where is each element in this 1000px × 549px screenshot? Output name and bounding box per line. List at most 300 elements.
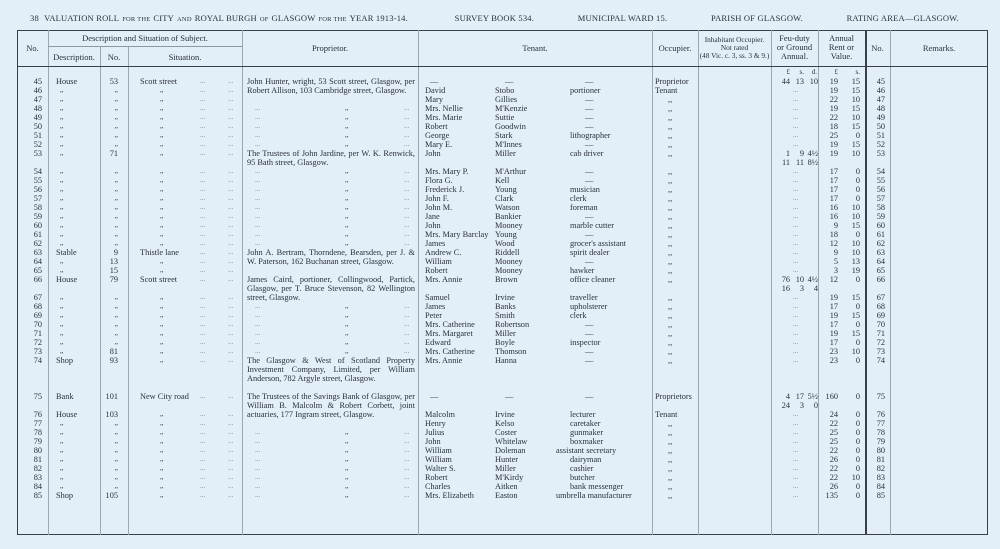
tenant-first-name: Mrs. Catherine — [425, 347, 475, 356]
table-row — [0, 311, 1000, 320]
leader-dots: ... — [255, 311, 261, 319]
tenant-surname: M'Innes — [495, 140, 522, 149]
tenant-occupation: umbrella manufacturer — [556, 491, 632, 500]
situation: ,, — [160, 455, 164, 463]
rent-shillings: 0 — [855, 410, 860, 419]
occupier: ,, — [668, 122, 673, 131]
row-number: 64 — [33, 257, 42, 266]
situation: ,, — [160, 167, 164, 175]
street-number: ,, — [114, 203, 118, 211]
proprietor-ditto: ,, — [345, 482, 349, 490]
street-number: ,, — [114, 167, 118, 175]
description: ,, — [60, 302, 64, 310]
description: ,, — [60, 86, 64, 94]
situation: New City road — [140, 392, 189, 401]
tenant-first-name: Mary — [425, 95, 443, 104]
leader-dots: ... — [228, 131, 234, 139]
leader-dots: ... — [793, 419, 799, 427]
leader-dots: ... — [200, 338, 206, 346]
tenant-surname: Irvine — [495, 410, 515, 419]
situation: ,, — [160, 302, 164, 310]
row-number-right: 60 — [876, 221, 885, 230]
leader-dots: ... — [793, 131, 799, 139]
tenant-surname: Brown — [495, 275, 518, 284]
occupier: ,, — [668, 275, 673, 284]
leader-dots: ... — [200, 293, 206, 301]
tenant-first-name: James — [425, 239, 446, 248]
leader-dots: ... — [255, 176, 261, 184]
leader-dots: ... — [793, 356, 799, 364]
rent-pounds: 26 — [829, 482, 838, 491]
rent-shillings: 13 — [851, 257, 860, 266]
leader-dots: ... — [793, 185, 799, 193]
description: ,, — [60, 464, 64, 472]
description: ,, — [60, 446, 64, 454]
occupier: ,, — [668, 257, 673, 266]
tenant-first-name: Mrs. Nellie — [425, 104, 463, 113]
rent-shillings: 10 — [851, 347, 860, 356]
rent-pounds: 19 — [829, 149, 838, 158]
rent-shillings: 0 — [855, 428, 860, 437]
street-number: 9 — [113, 248, 118, 257]
occupier: Tenant — [655, 410, 678, 419]
description: ,, — [60, 320, 64, 328]
occupier: ,, — [668, 149, 673, 158]
rent-pounds: 5 — [833, 257, 838, 266]
situation: Thistle lane — [140, 248, 179, 257]
leader-dots: ... — [793, 491, 799, 499]
tenant-surname: Easton — [495, 491, 518, 500]
street-number: 71 — [109, 149, 118, 158]
description: House — [56, 275, 78, 284]
table-row — [0, 239, 1000, 248]
proprietor-ditto: ,, — [345, 311, 349, 319]
proprietor-ditto: ,, — [345, 347, 349, 355]
tenant-surname: Goodwin — [495, 122, 526, 131]
description: House — [56, 410, 78, 419]
proprietor-ditto: ,, — [345, 167, 349, 175]
street-number: ,, — [114, 311, 118, 319]
description: ,, — [60, 437, 64, 445]
rent-shillings: 15 — [851, 122, 860, 131]
rent-shillings: 10 — [851, 113, 860, 122]
row-number: 84 — [33, 482, 42, 491]
tenant-occupation: musician — [570, 185, 600, 194]
proprietor-ditto: ,, — [345, 302, 349, 310]
row-number: 67 — [33, 293, 42, 302]
leader-dots: ... — [228, 338, 234, 346]
leader-dots: ... — [228, 410, 234, 418]
row-number-right: 59 — [876, 212, 885, 221]
situation: ,, — [160, 176, 164, 184]
leader-dots: ... — [255, 455, 261, 463]
tenant-first-name: — — [430, 77, 439, 86]
leader-dots: ... — [793, 86, 799, 94]
feu-pence: 4 — [813, 284, 818, 293]
table-row — [0, 302, 1000, 311]
tenant-occupation: cab driver — [570, 149, 604, 158]
leader-dots: ... — [228, 95, 234, 103]
rent-shillings: 0 — [855, 131, 860, 140]
tenant-first-name: Mrs. Mary P. — [425, 167, 469, 176]
roll-title: 38 VALUATION ROLL FOR THE CITY AND ROYAL BURGH OF GLASGOW FOR THE YEAR 1913-14. — [30, 13, 408, 23]
feu-pence: 10 — [809, 77, 818, 86]
rent-shillings: 0 — [855, 338, 860, 347]
tenant-occupation: — — [585, 77, 594, 86]
table-row — [0, 95, 1000, 104]
rent-pounds: 19 — [829, 311, 838, 320]
rent-shillings: 10 — [851, 95, 860, 104]
leader-dots: ... — [793, 428, 799, 436]
street-number: ,, — [114, 140, 118, 148]
table-row — [0, 230, 1000, 239]
leader-dots: ... — [200, 86, 206, 94]
tenant-occupation: — — [585, 122, 594, 131]
description: ,, — [60, 185, 64, 193]
tenant-first-name: Jane — [425, 212, 440, 221]
occupier: Proprietor — [655, 77, 689, 86]
street-number: ,, — [114, 482, 118, 490]
row-number: 51 — [33, 131, 42, 140]
proprietor-ditto: ,, — [345, 428, 349, 436]
table-row — [0, 338, 1000, 347]
occupier: ,, — [668, 482, 673, 491]
rent-pounds: 12 — [829, 275, 838, 284]
leader-dots: ... — [255, 230, 261, 238]
proprietor-ditto: ,, — [345, 455, 349, 463]
description: ,, — [60, 113, 64, 121]
leader-dots: ... — [404, 113, 410, 121]
leader-dots: ... — [404, 131, 410, 139]
rent-pounds: 17 — [829, 194, 838, 203]
leader-dots: ... — [200, 221, 206, 229]
feu-pence: 4½ — [807, 275, 818, 284]
leader-dots: ... — [404, 212, 410, 220]
leader-dots: ... — [228, 311, 234, 319]
row-number-right: 57 — [876, 194, 885, 203]
leader-dots: ... — [255, 464, 261, 472]
leader-dots: ... — [255, 221, 261, 229]
tenant-occupation: hawker — [570, 266, 595, 275]
row-number-right: 72 — [876, 338, 885, 347]
tenant-surname: Mooney — [495, 221, 523, 230]
tenant-first-name: Mrs. Mary Barclay — [425, 230, 489, 239]
occupier: ,, — [668, 293, 673, 302]
feu-shillings: 9 — [799, 149, 804, 158]
situation: ,, — [160, 338, 164, 346]
leader-dots: ... — [793, 302, 799, 310]
tenant-surname: Bankier — [495, 212, 522, 221]
table-row — [0, 419, 1000, 428]
description: ,, — [60, 122, 64, 130]
leader-dots: ... — [793, 455, 799, 463]
description: ,, — [60, 419, 64, 427]
occupier: ,, — [668, 446, 673, 455]
situation: ,, — [160, 230, 164, 238]
leader-dots: ... — [793, 176, 799, 184]
street-number: ,, — [114, 329, 118, 337]
rent-shillings: 0 — [855, 482, 860, 491]
rent-shillings: 0 — [855, 176, 860, 185]
leader-dots: ... — [228, 212, 234, 220]
leader-dots: ... — [200, 185, 206, 193]
description: ,, — [60, 104, 64, 112]
street-number: 81 — [109, 347, 118, 356]
description: ,, — [60, 176, 64, 184]
leader-dots: ... — [255, 302, 261, 310]
description: ,, — [60, 257, 64, 265]
tenant-surname: Banks — [495, 302, 516, 311]
parish: PARISH OF GLASGOW. — [710, 13, 803, 23]
leader-dots: ... — [200, 104, 206, 112]
tenant-surname: M'Arthur — [495, 167, 526, 176]
leader-dots: ... — [200, 392, 206, 400]
rent-shillings: 15 — [851, 104, 860, 113]
leader-dots: ... — [200, 239, 206, 247]
leader-dots: ... — [228, 473, 234, 481]
street-number: 15 — [109, 266, 118, 275]
feu-duty-line — [0, 401, 1000, 410]
table-row — [0, 104, 1000, 113]
tenant-first-name: Mrs. Catherine — [425, 320, 475, 329]
street-number: ,, — [114, 122, 118, 130]
street-number: ,, — [114, 185, 118, 193]
rent-shillings: 0 — [855, 302, 860, 311]
rating-area: RATING AREA—GLASGOW. — [846, 13, 959, 23]
rent-shillings: 10 — [851, 149, 860, 158]
occupier: ,, — [668, 437, 673, 446]
proprietor-ditto: ,, — [345, 230, 349, 238]
street-number: ,, — [114, 131, 118, 139]
tenant-surname: Mooney — [495, 257, 523, 266]
situation: ,, — [160, 131, 164, 139]
tenant-surname: Hanna — [495, 356, 517, 365]
table-row — [0, 194, 1000, 203]
row-number-right: 54 — [876, 167, 885, 176]
leader-dots: ... — [200, 194, 206, 202]
tenant-occupation: gunmaker — [570, 428, 604, 437]
leader-dots: ... — [200, 167, 206, 175]
proprietor-ditto: ,, — [345, 194, 349, 202]
situation: ,, — [160, 266, 164, 274]
leader-dots: ... — [228, 482, 234, 490]
tenant-surname: Suttie — [495, 113, 515, 122]
leader-dots: ... — [404, 176, 410, 184]
occupier: ,, — [668, 131, 673, 140]
leader-dots: ... — [228, 113, 234, 121]
feu-shillings: 11 — [796, 158, 804, 167]
situation: ,, — [160, 293, 164, 301]
survey-book: SURVEY BOOK 534. — [454, 13, 535, 23]
tenant-occupation: cashier — [570, 464, 594, 473]
occupier: ,, — [668, 464, 673, 473]
tenant-occupation: grocer's assistant — [570, 239, 627, 248]
description: ,, — [60, 311, 64, 319]
tenant-occupation: — — [585, 212, 594, 221]
proprietor-ditto: ,, — [345, 491, 349, 499]
occupier: ,, — [668, 95, 673, 104]
tenant-first-name: Mrs. Annie — [425, 356, 463, 365]
row-number-right: 75 — [876, 392, 885, 401]
situation: Scott street — [140, 275, 178, 284]
rent-pounds: 160 — [825, 392, 838, 401]
feu-pence: 8½ — [807, 158, 818, 167]
street-number: 103 — [105, 410, 118, 419]
situation: ,, — [160, 140, 164, 148]
street-number: ,, — [114, 221, 118, 229]
tenant-occupation: butcher — [570, 473, 595, 482]
proprietor-ditto: ,, — [345, 122, 349, 130]
description: ,, — [60, 329, 64, 337]
street-number: 53 — [109, 77, 118, 86]
tenant-surname: Riddell — [495, 248, 520, 257]
leader-dots: ... — [404, 446, 410, 454]
table-row — [0, 446, 1000, 455]
situation: ,, — [160, 221, 164, 229]
rent-pounds: 22 — [829, 446, 838, 455]
tenant-first-name: Andrew C. — [425, 248, 462, 257]
description: ,, — [60, 230, 64, 238]
description: ,, — [60, 140, 64, 148]
leader-dots: ... — [200, 419, 206, 427]
occupier: ,, — [668, 113, 673, 122]
situation: ,, — [160, 482, 164, 490]
table-row — [0, 437, 1000, 446]
rent-pounds: 17 — [829, 176, 838, 185]
rent-shillings: 0 — [855, 185, 860, 194]
row-number: 54 — [33, 167, 42, 176]
feu-pounds: 76 — [781, 275, 790, 284]
tenant-occupation: boxmaker — [570, 437, 604, 446]
leader-dots: ... — [228, 122, 234, 130]
tenant-surname: Clark — [495, 194, 514, 203]
rent-pounds: 19 — [829, 293, 838, 302]
situation: ,, — [160, 419, 164, 427]
proprietor-ditto: ,, — [345, 212, 349, 220]
tenant-surname: Doleman — [495, 446, 526, 455]
occupier: ,, — [668, 329, 673, 338]
leader-dots: ... — [228, 419, 234, 427]
row-number-right: 67 — [876, 293, 885, 302]
leader-dots: ... — [793, 437, 799, 445]
tenant-surname: — — [505, 392, 514, 401]
proprietor-ditto: ,, — [345, 446, 349, 454]
tenant-first-name: William — [425, 257, 452, 266]
proprietor-ditto: ,, — [345, 140, 349, 148]
col-tenant: Tenant. — [522, 43, 548, 53]
col-remarks: Remarks. — [922, 43, 956, 53]
leader-dots: ... — [255, 203, 261, 211]
leader-dots: ... — [200, 149, 206, 157]
street-number: ,, — [114, 293, 118, 301]
feu-duty-line — [0, 284, 1000, 293]
feu-pence: 4½ — [807, 149, 818, 158]
leader-dots: ... — [228, 230, 234, 238]
rent-pounds: 19 — [829, 329, 838, 338]
occupier: ,, — [668, 473, 673, 482]
row-number-right: 79 — [876, 437, 885, 446]
situation: ,, — [160, 428, 164, 436]
tenant-surname: Miller — [495, 464, 516, 473]
tenant-occupation: — — [585, 140, 594, 149]
table-row — [0, 473, 1000, 482]
street-number: ,, — [114, 176, 118, 184]
row-number: 47 — [33, 95, 42, 104]
rent-pounds: 22 — [829, 113, 838, 122]
leader-dots: ... — [228, 140, 234, 148]
feu-shillings: 3 — [799, 401, 804, 410]
tenant-first-name: Julius — [425, 428, 445, 437]
table-row — [0, 185, 1000, 194]
rent-pounds: 3 — [833, 266, 838, 275]
occupier: Tenant — [655, 86, 678, 95]
leader-dots: ... — [228, 221, 234, 229]
rent-shillings: 15 — [851, 293, 860, 302]
situation: ,, — [160, 437, 164, 445]
occupier: ,, — [668, 428, 673, 437]
rent-pounds: 22 — [829, 419, 838, 428]
proprietor-ditto: ,, — [345, 329, 349, 337]
leader-dots: ... — [200, 347, 206, 355]
row-number: 52 — [33, 140, 42, 149]
leader-dots: ... — [228, 257, 234, 265]
rent-shillings: 0 — [855, 356, 860, 365]
rent-pounds: 9 — [833, 248, 838, 257]
leader-dots: ... — [255, 239, 261, 247]
rent-pounds: 12 — [829, 239, 838, 248]
row-number-right: 52 — [876, 140, 885, 149]
leader-dots: ... — [404, 338, 410, 346]
row-number-right: 51 — [876, 131, 885, 140]
row-number: 79 — [33, 437, 42, 446]
occupier: ,, — [668, 140, 673, 149]
units-row: £ s. d. £ s. — [786, 68, 860, 76]
leader-dots: ... — [200, 446, 206, 454]
leader-dots: ... — [793, 203, 799, 211]
row-number-right: 74 — [876, 356, 885, 365]
rent-shillings: 15 — [851, 311, 860, 320]
leader-dots: ... — [404, 347, 410, 355]
leader-dots: ... — [255, 338, 261, 346]
leader-dots: ... — [793, 347, 799, 355]
street-number: ,, — [114, 338, 118, 346]
leader-dots: ... — [404, 320, 410, 328]
tenant-first-name: David — [425, 86, 446, 95]
leader-dots: ... — [255, 194, 261, 202]
row-number-right: 84 — [876, 482, 885, 491]
leader-dots: ... — [404, 437, 410, 445]
rent-pounds: 19 — [829, 86, 838, 95]
leader-dots: ... — [200, 428, 206, 436]
row-number-right: 49 — [876, 113, 885, 122]
row-number-right: 66 — [876, 275, 885, 284]
tenant-occupation: lithographer — [570, 131, 611, 140]
row-number: 58 — [33, 203, 42, 212]
rent-pounds: 25 — [829, 131, 838, 140]
tenant-occupation: assistant secretary — [556, 446, 617, 455]
rent-pounds: 22 — [829, 464, 838, 473]
tenant-occupation: spirit dealer — [570, 248, 610, 257]
proprietor-ditto: ,, — [345, 221, 349, 229]
proprietor: James Caird, portioner, Collingwood, Partick, Glasgow, per T. Bruce Stevenson, 82 Wellington street, Glasgow. — [247, 275, 415, 302]
rent-pounds: 17 — [829, 167, 838, 176]
tenant-surname: Aitken — [495, 482, 518, 491]
row-number-right: 47 — [876, 95, 885, 104]
rent-pounds: 9 — [833, 221, 838, 230]
leader-dots: ... — [228, 293, 234, 301]
row-number: 61 — [33, 230, 42, 239]
proprietor-ditto: ,, — [345, 176, 349, 184]
